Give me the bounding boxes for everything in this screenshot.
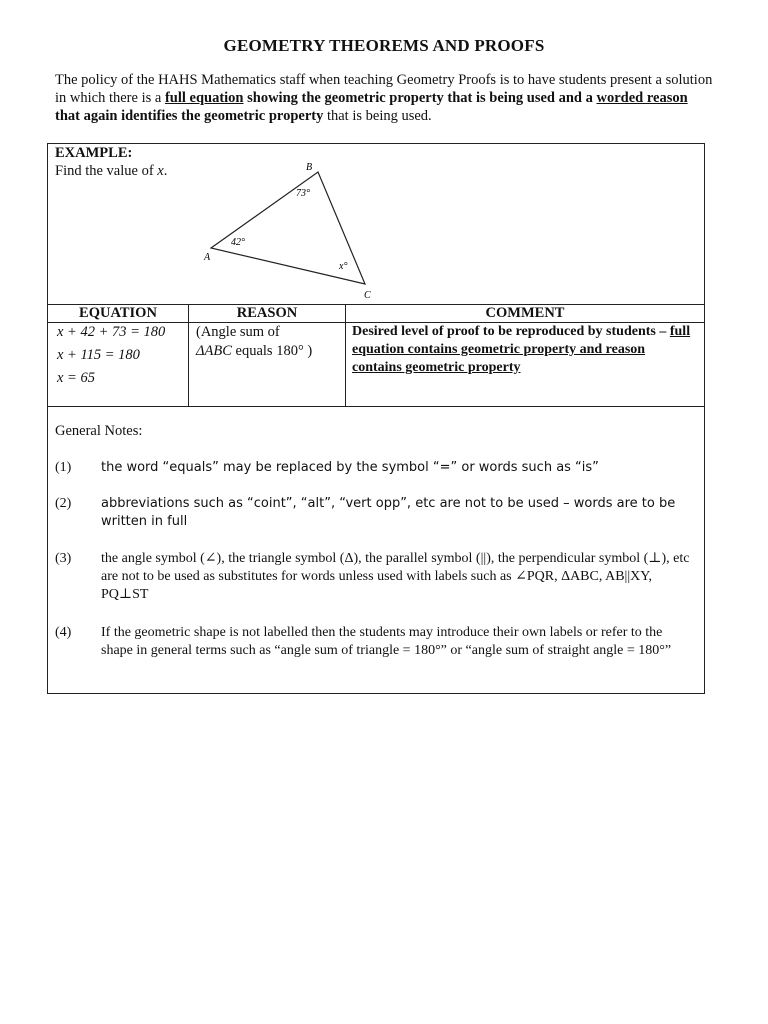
intro-text-3: that again identifies the geometric property <box>55 108 324 124</box>
reason-cell <box>196 323 341 361</box>
example-box <box>47 143 705 694</box>
note-text: abbreviations such as “coint”, “alt”, “vert opp”, etc are not to be used – words are to be written in full <box>101 496 676 529</box>
comment-text: Desired level of proof to be reproduced by students – <box>352 324 670 339</box>
intro-text-1: The policy of the HAHS Mathematics staff when teaching Geometry Proofs is to have students present a solution in which there is a <box>55 72 713 106</box>
reason-line-2 <box>196 342 341 361</box>
intro-worded-reason: worded reason <box>596 90 688 106</box>
header-equation: EQUATION <box>79 305 157 321</box>
note-text: the word “equals” may be replaced by the symbol “=” or words such as “is” <box>101 460 599 475</box>
equation-line-2: x + 115 = 180 <box>57 347 140 363</box>
intro-paragraph <box>55 71 715 125</box>
vertex-a-label: A <box>204 252 211 263</box>
angle-b-label: 73° <box>296 188 310 199</box>
example-question-period: . <box>163 163 168 179</box>
note-item-1 <box>55 459 695 477</box>
triangle-diagram <box>193 151 433 301</box>
reason-line-1: (Angle sum of <box>196 324 280 340</box>
note-number: (1) <box>55 460 72 475</box>
intro-text-2: showing the geometric property that is being used and a <box>243 90 597 106</box>
page-title: GEOMETRY THEOREMS AND PROOFS <box>223 36 545 55</box>
note-text: the angle symbol (∠), the triangle symbol (Δ), the parallel symbol (||), the perpendicular symbol (⊥), etc are not to be used as substitutes for words unless used with labels such as ∠PQR, ΔABC, AB||XY, PQ⊥ST <box>101 551 690 602</box>
example-question <box>55 163 167 180</box>
angle-a-label: 42° <box>231 237 245 248</box>
example-question-text: Find the value of <box>55 163 158 179</box>
note-text: If the geometric shape is not labelled then the students may introduce their own labels or refer to the shape in general terms such as “angle sum of triangle = 180°” or “angle sum of straight angle = 180°” <box>101 625 672 658</box>
table-bottom-border <box>48 406 704 407</box>
angle-c-label: x° <box>339 261 348 272</box>
reason-line-2-rest: equals 180° ) <box>231 343 313 359</box>
note-number: (3) <box>55 551 72 566</box>
notes-title: General Notes: <box>55 423 143 439</box>
equation-line-1: x + 42 + 73 = 180 <box>57 324 166 340</box>
note-item-2 <box>55 495 695 531</box>
comment-underlined-text: full equation contains geometric property and reason contains geometric property <box>352 324 691 375</box>
note-number: (4) <box>55 625 72 640</box>
example-label: EXAMPLE: <box>55 145 133 161</box>
reason-triangle-label: ΔABC <box>196 343 232 359</box>
vertex-c-label: C <box>364 290 371 301</box>
note-item-4 <box>55 624 695 660</box>
vertex-b-label: B <box>306 162 313 173</box>
comment-cell <box>352 323 697 377</box>
intro-full-equation: full equation <box>164 90 244 106</box>
note-number: (2) <box>55 496 72 511</box>
header-comment: COMMENT <box>485 305 565 321</box>
header-reason: REASON <box>236 305 298 321</box>
equation-line-3: x = 65 <box>57 370 95 386</box>
intro-text-4: that is being used. <box>323 108 432 124</box>
example-question-variable: x <box>157 163 164 179</box>
note-item-3 <box>55 550 695 604</box>
